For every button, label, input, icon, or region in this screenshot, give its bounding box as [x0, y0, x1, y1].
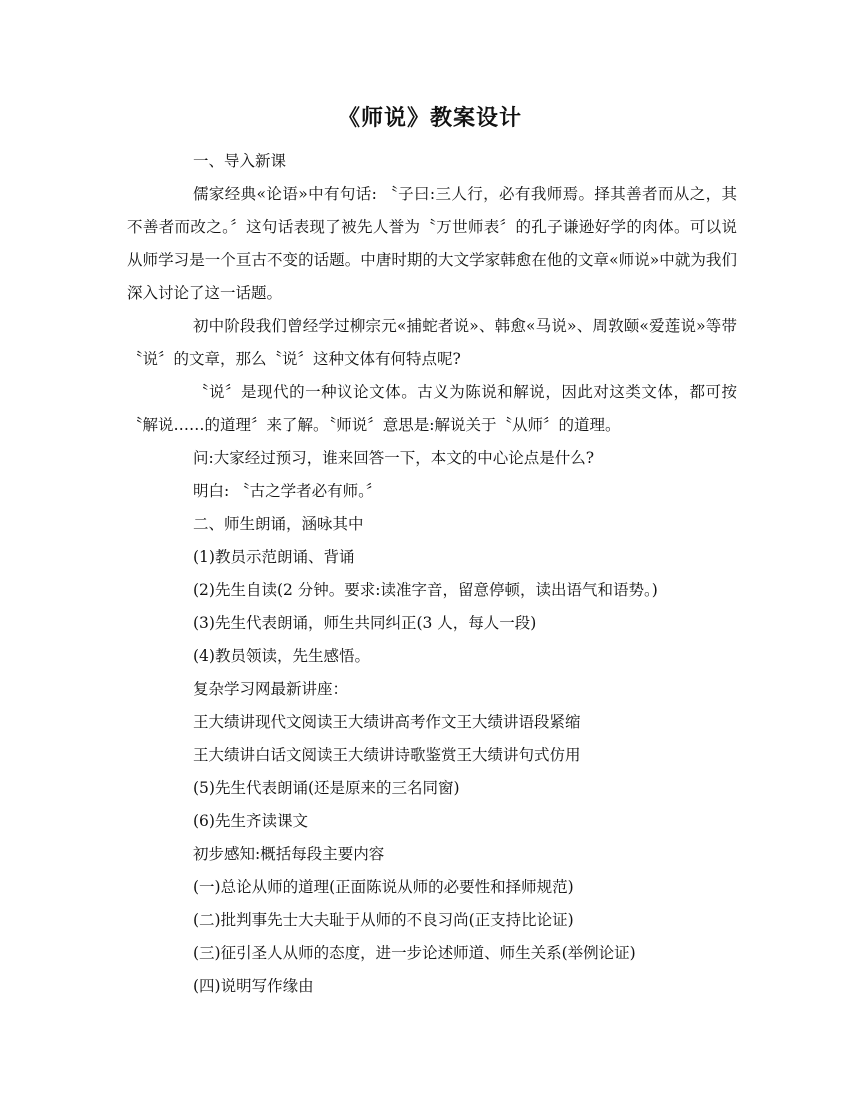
body-paragraph: 初中阶段我们曾经学过柳宗元«捕蛇者说»、韩愈«马说»、周敦颐«爱莲说»等带〝说〞的文章，那么〝说〞这种文体有何特点呢?: [127, 317, 737, 368]
lecture-line: 王大绩讲白话文阅读王大绩讲诗歌鉴赏王大绩讲句式仿用: [193, 746, 581, 764]
body-paragraph: 儒家经典«论语»中有句话: 〝子曰:三人行，必有我师焉。择其善者而从之，其不善者而改之。〞这句话表现了被先人誉为〝万世师表〞的孔子谦逊好学的肉体。可以说从师学习是一个亘古不变的话题。中唐时期的大文学家韩愈在他的文章«师说»中就为我们深入讨论了这一话题。: [127, 185, 737, 302]
summary-heading: 初步感知:概括每段主要内容: [193, 845, 385, 863]
question-line: 问:大家经过预习，谁来回答一下，本文的中心论点是什么?: [193, 449, 595, 467]
document-body: [127, 145, 737, 1003]
lecture-heading: 复杂学习网最新讲座：: [193, 680, 349, 698]
list-item: (5)先生代表朗诵(还是原来的三名同窗): [193, 779, 460, 797]
list-item: (2)先生自读(2 分钟。要求:读准字音，留意停顿，读出语气和语势。): [193, 581, 658, 599]
list-item: (6)先生齐读课文: [193, 812, 308, 830]
list-item: (4)教员领读，先生感悟。: [193, 647, 370, 665]
document-title: 《师说》教案设计: [337, 105, 522, 131]
summary-item: (一)总论从师的道理(正面陈说从师的必要性和择师规范): [193, 878, 574, 896]
section-heading-recitation: 二、师生朗诵，涵咏其中: [193, 515, 364, 533]
list-item: (1)教员示范朗诵、背诵: [193, 548, 355, 566]
lecture-line: 王大绩讲现代文阅读王大绩讲高考作文王大绩讲语段紧缩: [193, 713, 581, 731]
summary-item: (三)征引圣人从师的态度，进一步论述师道、师生关系(举例论证): [193, 944, 636, 962]
list-item: (3)先生代表朗诵，师生共同纠正(3 人，每人一段): [193, 614, 537, 632]
summary-item: (四)说明写作缘由: [193, 977, 314, 995]
body-paragraph: 〝说〞是现代的一种议论文体。古义为陈说和解说，因此对这类文体，都可按〝解说……的道理〞来了解。〝师说〞意思是:解说关于〝从师〞的道理。: [127, 383, 737, 434]
summary-item: (二)批判事先士大夫耻于从师的不良习尚(正支持比论证): [193, 911, 574, 929]
answer-line: 明白: 〝古之学者必有师。〞: [193, 482, 382, 500]
section-heading-intro: 一、导入新课: [193, 152, 287, 170]
